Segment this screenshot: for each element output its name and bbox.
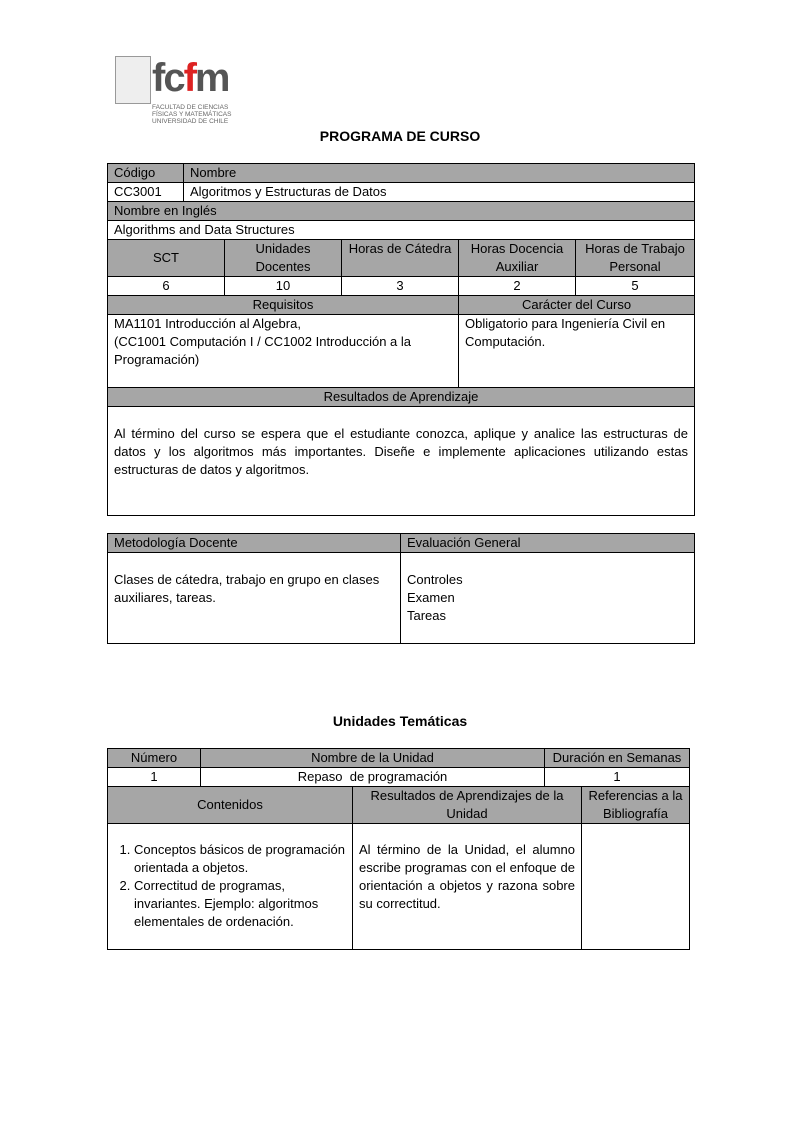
university-crest-icon	[115, 56, 151, 104]
codigo-label: Código Nombre	[108, 164, 695, 183]
unidad-nombre: Repaso de programación	[201, 768, 545, 787]
numero-label: Número	[108, 749, 201, 768]
methodology-table	[107, 533, 695, 644]
course-info-table	[107, 163, 695, 516]
col-personal: Horas de Trabajo Personal	[576, 240, 695, 277]
unidad-duracion: 1	[545, 768, 690, 787]
metodologia-text: Clases de cátedra, trabajo en grupo en clases auxiliares, tareas.	[108, 553, 401, 644]
page-title: PROGRAMA DE CURSO	[319, 128, 481, 144]
logo-wordmark: fcfm	[152, 56, 229, 100]
val-unidades: 10	[225, 277, 342, 296]
contenidos-label: Contenidos	[108, 787, 353, 824]
unit-header-table	[107, 748, 690, 787]
contenido-item: 2. Correctitud de programas, invariantes. Ejemplo: algoritmos elementales de ordenación.	[134, 877, 346, 931]
unidad-numero: 1	[108, 768, 201, 787]
col-unidades: Unidades Docentes	[225, 240, 342, 277]
evaluacion-label: Evaluación General	[401, 534, 695, 553]
col-auxiliar: Horas Docencia Auxiliar	[459, 240, 576, 277]
contenido-item: 1. Conceptos básicos de programación orientada a objetos.	[134, 841, 346, 877]
resultados-text: Al término del curso se espera que el estudiante conozca, aplique y analice las estructuras de datos y los algoritmos más importantes. Diseñe e implemente aplicaciones utilizando estas estructuras de datos y algoritmos.	[108, 407, 695, 516]
english-name-label: Nombre en Inglés	[108, 202, 695, 221]
fcfm-logo	[112, 46, 242, 128]
unit-content-table	[107, 786, 690, 950]
evaluacion-list: Controles Examen Tareas	[401, 553, 695, 644]
val-sct: 6	[108, 277, 225, 296]
metodologia-label: Metodología Docente	[108, 534, 401, 553]
col-catedra: Horas de Cátedra	[342, 240, 459, 277]
unidad-nombre-label: Nombre de la Unidad	[201, 749, 545, 768]
requisitos-label: Requisitos	[108, 296, 459, 315]
requisitos: MA1101 Introducción al Algebra, (CC1001 Computación I / CC1002 Introducción a la Programación)	[108, 315, 459, 388]
val-catedra: 3	[342, 277, 459, 296]
course-code-name: CC3001 Algoritmos y Estructuras de Datos	[108, 183, 695, 202]
unidad-resultados: Al término de la Unidad, el alumno escribe programas con el enfoque de orientación a objetos y razona sobre su correctitud.	[353, 824, 582, 950]
referencias	[582, 824, 690, 950]
english-name: Algorithms and Data Structures	[108, 221, 695, 240]
unidad-resultados-label: Resultados de Aprendizajes de la Unidad	[353, 787, 582, 824]
caracter: Obligatorio para Ingeniería Civil en Computación.	[459, 315, 695, 388]
val-personal: 5	[576, 277, 695, 296]
unidades-title: Unidades Temáticas	[332, 713, 468, 729]
resultados-label: Resultados de Aprendizaje	[108, 388, 695, 407]
caracter-label: Carácter del Curso	[459, 296, 695, 315]
contenidos-list	[108, 824, 353, 950]
logo-caption: FACULTAD DE CIENCIAS FÍSICAS Y MATEMÁTICAS UNIVERSIDAD DE CHILE	[152, 104, 232, 125]
col-sct: SCT	[108, 240, 225, 277]
referencias-label: Referencias a la Bibliografía	[582, 787, 690, 824]
duracion-label: Duración en Semanas	[545, 749, 690, 768]
val-auxiliar: 2	[459, 277, 576, 296]
